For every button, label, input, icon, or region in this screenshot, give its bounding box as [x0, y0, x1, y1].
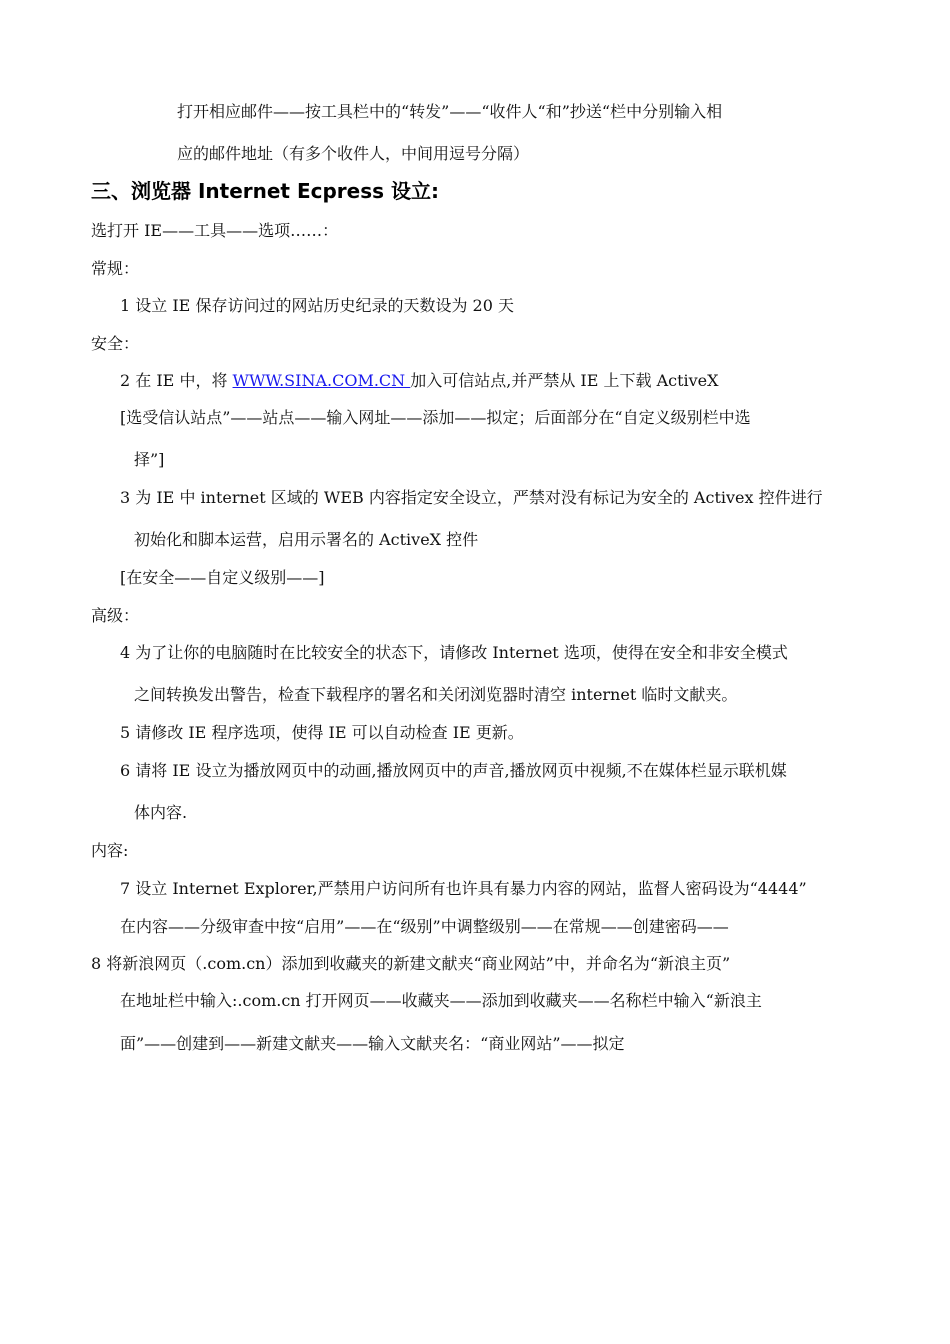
- item-1: 1 设立 IE 保存访问过的网站历史纪录的天数设为 20 天: [120, 296, 514, 315]
- item-3-line-2: 初始化和脚本运营，启用示署名的 ActiveX 控件: [134, 530, 479, 549]
- item-4-line-1: 4 为了让你的电脑随时在比较安全的状态下，请修改 Internet 选项，使得在安全和非安全模式: [120, 643, 788, 662]
- item-7: 7 设立 Internet Explorer,严禁用户访问所有也许具有暴力内容的网站，监督人密码设为“4444”: [120, 879, 807, 898]
- section-title: 三、浏览器 Internet Ecpress 设立:: [91, 179, 439, 203]
- security-label: 安全：: [91, 334, 140, 353]
- open-ie-instruction: 选打开 IE——工具——选项……：: [91, 221, 339, 240]
- item-2-suffix: 加入可信站点,并严禁从 IE 上下载 ActiveX: [410, 371, 719, 390]
- item-2-prefix: 2 在 IE 中，将: [120, 371, 233, 390]
- item-2: [120, 371, 719, 391]
- item-7-note: 在内容——分级审查中按“启用”——在“级别”中调整级别——在常规——创建密码——: [120, 917, 729, 936]
- item-8-note-line-1: 在地址栏中输入:.com.cn 打开网页——收藏夹——添加到收藏夹——名称栏中输入“新浪主: [120, 991, 762, 1010]
- item-2-note-line-1: [选受信认站点”——站点——输入网址——添加——拟定；后面部分在“自定义级别栏中选: [120, 408, 751, 427]
- item-2-note-line-2: 择”]: [134, 450, 165, 469]
- item-4-line-2: 之间转换发出警告，检查下载程序的署名和关闭浏览器时清空 internet 临时文献夹。: [134, 685, 738, 704]
- intro-line-2: 应的邮件地址（有多个收件人，中间用逗号分隔）: [177, 144, 530, 163]
- content-label: 内容:: [91, 841, 129, 860]
- general-label: 常规：: [91, 259, 140, 278]
- item-8-note-line-2: 面”——创建到——新建文献夹——输入文献夹名：“商业网站”——拟定: [120, 1034, 625, 1053]
- sina-link[interactable]: WWW.SINA.COM.CN: [232, 371, 411, 390]
- item-3-line-1: 3 为 IE 中 internet 区域的 WEB 内容指定安全设立，严禁对没有标记为安全的 Activex 控件进行: [120, 488, 823, 507]
- item-5: 5 请修改 IE 程序选项，使得 IE 可以自动检查 IE 更新。: [120, 723, 524, 742]
- item-6-line-1: 6 请将 IE 设立为播放网页中的动画,播放网页中的声音,播放网页中视频,不在媒体栏显示联机媒: [120, 761, 787, 780]
- item-3-note: [在安全——自定义级别——]: [120, 568, 325, 587]
- advanced-label: 高级：: [91, 606, 140, 625]
- item-8: 8 将新浪网页（.com.cn）添加到收藏夹的新建文献夹“商业网站”中，并命名为“新浪主页”: [91, 954, 731, 973]
- intro-line-1: 打开相应邮件——按工具栏中的“转发”——“收件人“和”抄送“栏中分别输入相: [177, 102, 723, 121]
- item-6-line-2: 体内容.: [134, 803, 188, 822]
